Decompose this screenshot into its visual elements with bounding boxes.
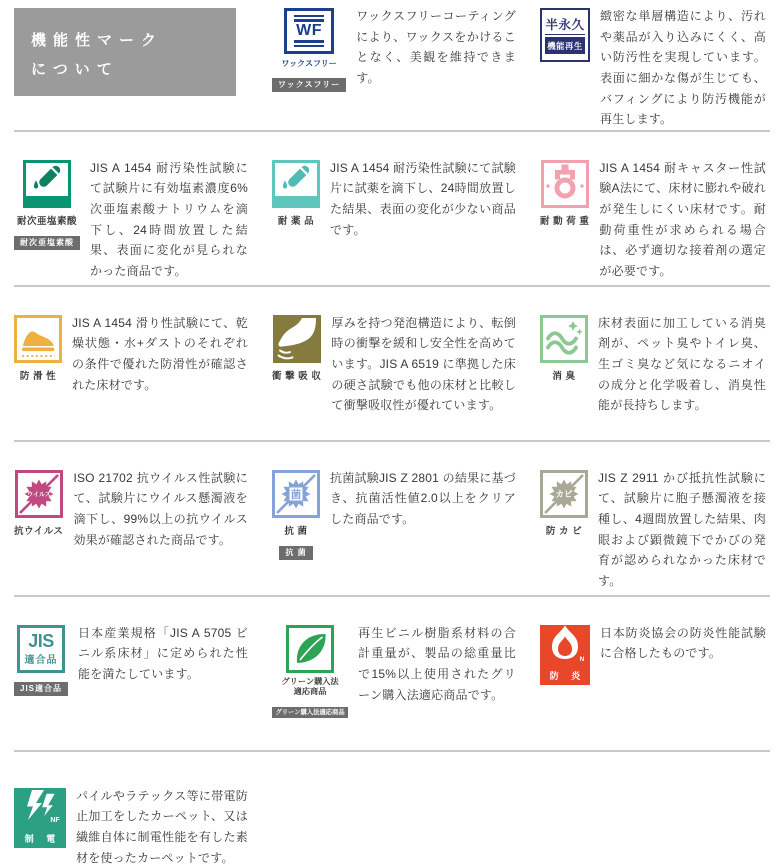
leaf-icon xyxy=(289,628,331,670)
caster-load-icon xyxy=(541,160,589,208)
icon-label: 衝 撃 吸 収 xyxy=(272,370,322,382)
icon-label: 耐 動 荷 重 xyxy=(540,215,590,227)
anti-mold-icon xyxy=(540,470,588,518)
fire-retardant-icon xyxy=(540,625,590,685)
row-hygiene xyxy=(14,442,770,597)
anti-bacterial-badge: 抗 菌 xyxy=(279,546,312,560)
icon-label: 防 カ ビ xyxy=(545,525,583,537)
mark-item-anti-slip xyxy=(14,315,264,396)
shock-absorption-icon xyxy=(273,315,321,363)
row-intro xyxy=(14,8,770,132)
mold-burst-icon xyxy=(543,473,585,515)
wf-line xyxy=(294,15,324,17)
deodorant-icon xyxy=(540,315,588,363)
wf-line xyxy=(294,40,324,42)
page-title-line1: 機能性マーク xyxy=(31,32,164,49)
semi-permanent-bottom-text: 機能再生 xyxy=(545,37,585,54)
mark-description: 床材表面に加工している消臭剤が、ペット臭やトイレ臭、生ゴミ臭など気になるニオイの成分と化学吸着し、消臭性能が長持ちします。 xyxy=(598,315,766,413)
mark-description: ワックスフリーコーティングにより、ワックスをかけることなく、美観を維持できます。 xyxy=(356,9,516,85)
mark-item-deodorant xyxy=(532,315,770,416)
caster-wheel-icon xyxy=(544,163,586,205)
mark-description: 日本防炎協会の防炎性能試験に合格したものです。 xyxy=(600,625,766,661)
mark-item-green-purchase xyxy=(264,625,532,719)
icon-label: 消 臭 xyxy=(552,370,576,382)
wax-free-icon xyxy=(284,8,334,54)
anti-virus-icon xyxy=(15,470,63,518)
mark-item-chemical-resistant xyxy=(264,160,532,241)
mark-description: JIS Z 2911 かび抵抗性試験にて、試験片に胞子懸濁液を接種し、4週間放置した結果、肉眼および顕微鏡下でかびの発育が認められなかった床材です。 xyxy=(598,470,766,588)
jis-badge: JIS適合品 xyxy=(14,682,68,696)
foot-step-icon xyxy=(273,315,321,363)
test-tube-icon xyxy=(275,163,317,205)
virus-burst-word: ウイルス xyxy=(26,492,51,499)
wf-icon-text: WF xyxy=(296,21,323,39)
mark-description: JIS A 1454 耐キャスター性試験A法にて、床材に膨れや破れが発生しにくい床材です。耐動荷重性が求められる場合は、必ず適切な接着剤の選定が必要です。 xyxy=(599,160,766,278)
icon-label: 防 滑 性 xyxy=(19,370,57,382)
row-standards xyxy=(14,597,770,752)
mark-description: ISO 21702 抗ウイルス性試験にて、試験片にウイルス懸濁液を滴下し、99%以上の抗ウイルス効果が確認された商品です。 xyxy=(73,470,248,547)
icon-label: 抗ウイルス xyxy=(14,525,64,537)
anti-bacterial-icon xyxy=(272,470,320,518)
wf-line xyxy=(294,45,324,47)
chemical-resistant-icon xyxy=(272,160,320,208)
flame-icon xyxy=(543,625,587,663)
scent-waves-icon xyxy=(543,318,585,360)
mark-item-anti-bacterial xyxy=(264,470,532,560)
hypochlorite-resistant-icon xyxy=(23,160,71,208)
virus-burst-icon xyxy=(18,473,60,515)
semi-permanent-regeneration-icon xyxy=(540,8,590,62)
wax-free-caption: ワックスフリー xyxy=(281,59,337,68)
green-purchase-caption-line1: グリーン購入法 xyxy=(281,676,339,686)
mark-item-fire-retardant xyxy=(532,625,770,685)
row-durability xyxy=(14,132,770,287)
mark-description: JIS A 1454 耐汚染性試験にて試験片に試薬を滴下し、24時間放置した結果、表面の変化が少ない商品です。 xyxy=(330,160,516,237)
mark-item-hypochlorite xyxy=(14,160,264,282)
green-purchase-caption-line2: 適応商品 xyxy=(293,687,327,697)
mark-item-anti-static xyxy=(14,788,264,868)
mold-burst-word: カビ xyxy=(555,488,573,499)
mark-item-shock-absorption xyxy=(264,315,532,416)
green-purchase-caption xyxy=(281,677,338,698)
row-antistatic xyxy=(14,752,770,868)
wax-free-badge: ワックスフリー xyxy=(272,78,346,92)
mark-item-anti-virus xyxy=(14,470,264,551)
mark-item-anti-mold xyxy=(532,470,770,592)
jis-certified-icon xyxy=(17,625,65,673)
jis-icon-top-text: JIS xyxy=(28,630,54,651)
icon-label: 抗 菌 xyxy=(284,525,308,537)
mark-item-dynamic-load xyxy=(532,160,770,282)
mark-description: 厚みを持つ発泡構造により、転倒時の衝撃を緩和し安全性を高めています。JIS A 6519 に準拠した床の硬さ試験でも他の床材と比較して衝撃吸収性が優れています。 xyxy=(331,315,516,413)
bacteria-burst-word: 菌 xyxy=(290,488,302,501)
mark-item-semi-permanent xyxy=(532,8,770,130)
hypochlorite-badge: 耐次亜塩素酸 xyxy=(14,236,80,250)
anti-static-icon-label: 制 電 xyxy=(24,833,61,844)
icon-label: 耐次亜塩素酸 xyxy=(16,215,77,227)
mark-description: 緻密な単層構造により、汚れや薬品が入り込みにくく、高い防汚性を実現しています。表面に細かな傷が生じても、バフィングにより防汚機能が再生します。 xyxy=(600,9,766,127)
row-safety xyxy=(14,287,770,442)
green-purchase-badge: グリーン購入法適応商品 xyxy=(272,707,348,718)
green-purchase-icon xyxy=(286,625,334,673)
flame-mark-letter: N xyxy=(579,655,585,663)
page-title-line2: について xyxy=(31,60,119,78)
header-cell xyxy=(14,8,264,96)
icon-label: 耐 薬 品 xyxy=(277,215,315,227)
lightning-bolt-icon xyxy=(17,788,63,830)
test-tube-icon xyxy=(26,163,68,205)
fire-icon-label: 防 炎 xyxy=(549,670,586,681)
bacteria-burst-icon xyxy=(275,473,317,515)
shoe-icon xyxy=(17,318,59,360)
anti-static-icon xyxy=(14,788,66,848)
mark-description: 再生ビニル樹脂系材料の合計重量が、製品の総重量比で15%以上使用されたグリーン購入法適応商品です。 xyxy=(358,625,516,702)
mark-description: 日本産業規格「JIS A 5705 ビニル系床材」に定められた性能を満たしています。 xyxy=(78,625,248,681)
page-title xyxy=(14,8,236,96)
mark-description: JIS A 1454 滑り性試験にて、乾燥状態・水+ダストのそれぞれの条件で優れた防滑性が確認された床材です。 xyxy=(72,315,248,392)
mark-item-wax-free xyxy=(264,8,532,92)
anti-slip-icon xyxy=(14,315,62,363)
nf-mark-text: NF xyxy=(50,816,60,824)
mark-description: 抗菌試験JIS Z 2801 の結果に基づき、抗菌活性値2.0以上をクリアした商品です。 xyxy=(330,470,516,526)
semi-permanent-top-text: 半永久 xyxy=(545,13,585,35)
mark-description: パイルやラテックス等に帯電防止加工をしたカーペット、又は繊維自体に制電性能を有した素材を使ったカーペットです。 xyxy=(76,788,248,865)
mark-item-jis-certified xyxy=(14,625,264,696)
mark-description: JIS A 1454 耐汚染性試験にて試験片に有効塩素濃度6%次亜塩素酸ナトリウムを滴下し、24時間放置した結果、表面に変化が見られなかった商品です。 xyxy=(90,160,248,278)
jis-icon-bottom-text: 適合品 xyxy=(24,654,58,666)
